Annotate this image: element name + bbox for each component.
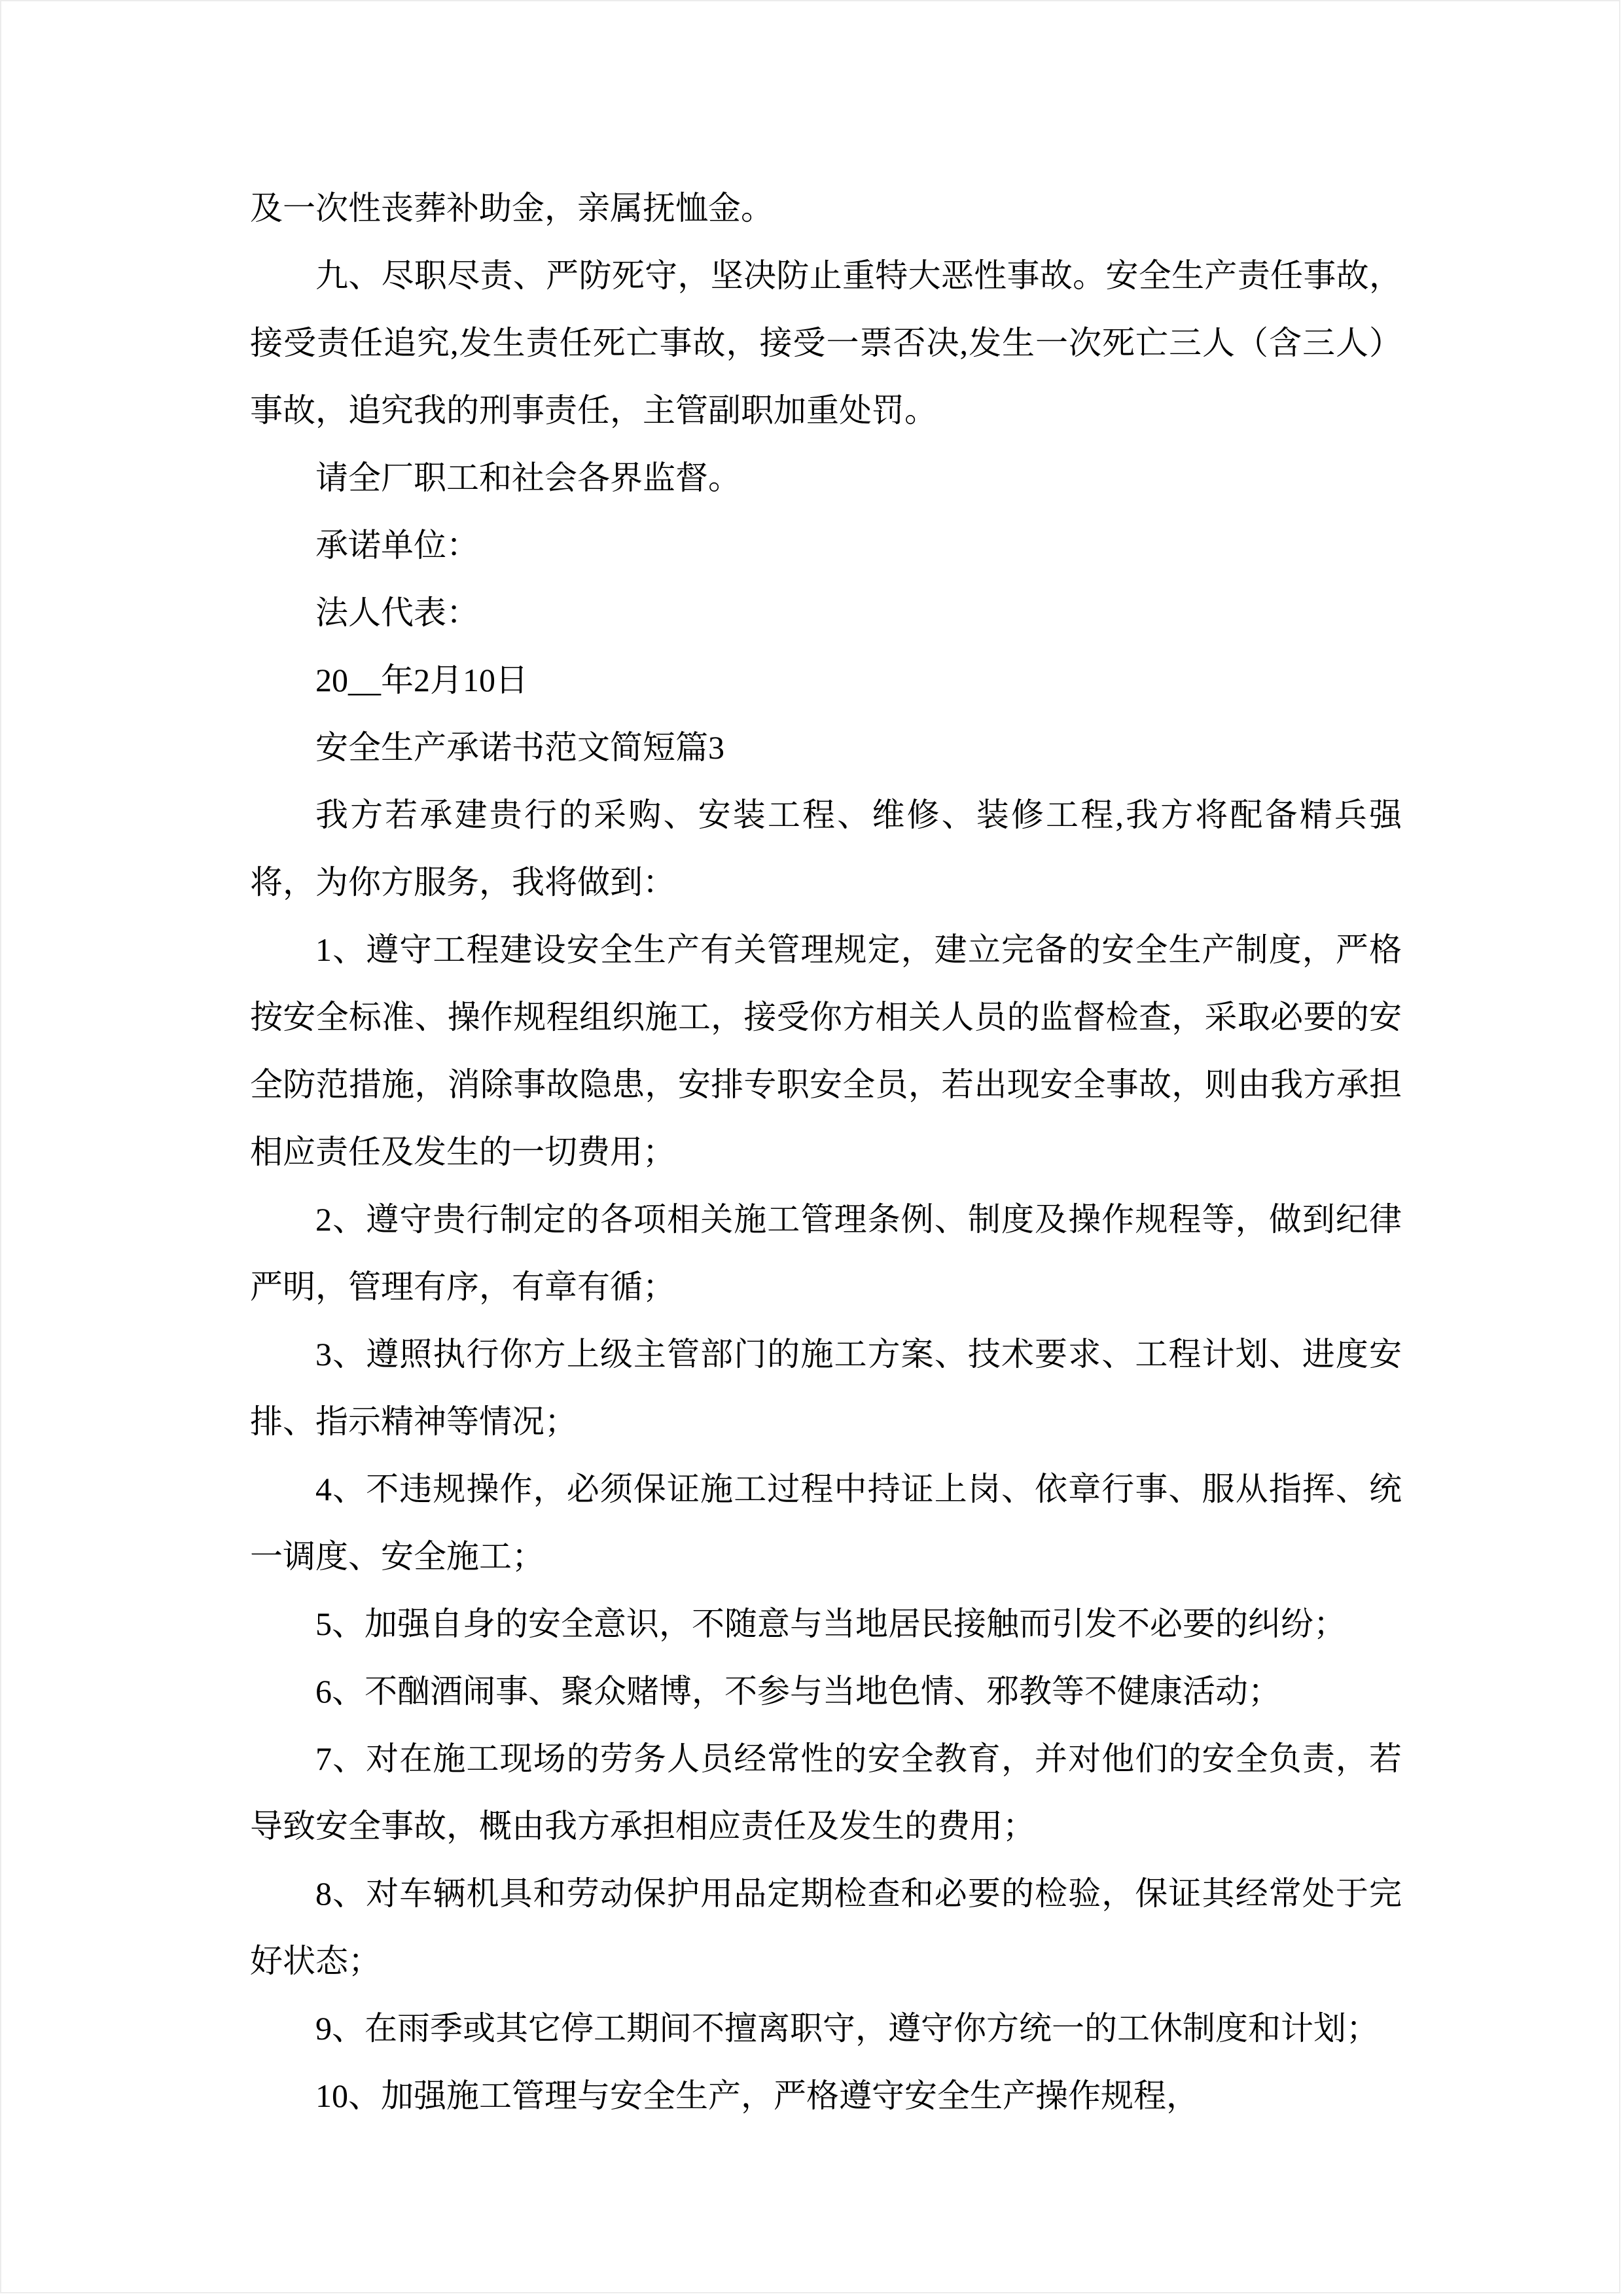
paragraph: 我方若承建贵行的采购、安装工程、维修、装修工程,我方将配备精兵强将，为你方服务，我将做到： <box>250 797 1402 901</box>
paragraph: 法人代表： <box>315 594 479 631</box>
paragraph: 20__年2月10日 <box>315 662 528 698</box>
paragraph: 9、在雨季或其它停工期间不擅离职守，遵守你方统一的工休制度和计划； <box>315 2010 1379 2047</box>
paragraph: 3、遵照执行你方上级主管部门的施工方案、技术要求、工程计划、进度安排、指示精神等情况； <box>250 1336 1402 1440</box>
paragraph: 及一次性丧葬补助金，亲属抚恤金。 <box>250 190 774 226</box>
paragraph: 7、对在施工现场的劳务人员经常性的安全教育，并对他们的安全负责，若导致安全事故，概由我方承担相应责任及发生的费用； <box>250 1740 1402 1844</box>
paragraph: 10、加强施工管理与安全生产，严格遵守安全生产操作规程， <box>315 2077 1199 2114</box>
paragraph: 请全厂职工和社会各界监督。 <box>315 459 741 496</box>
document-body <box>250 175 1402 2130</box>
paragraph: 8、对车辆机具和劳动保护用品定期检查和必要的检验，保证其经常处于完好状态； <box>250 1875 1402 1979</box>
paragraph: 承诺单位： <box>315 527 479 564</box>
paragraph: 九、尽职尽责、严防死守，坚决防止重特大恶性事故。安全生产责任事故，接受责任追究,发生责任死亡事故，接受一票否决,发生一次死亡三人（含三人）事故，追究我的刑事责任，主管副职加重处罚。 <box>250 257 1402 429</box>
paragraph: 4、不违规操作，必须保证施工过程中持证上岗、依章行事、服从指挥、统一调度、安全施工； <box>250 1471 1402 1575</box>
paragraph: 5、加强自身的安全意识，不随意与当地居民接触而引发不必要的纠纷； <box>315 1605 1346 1642</box>
paragraph: 1、遵守工程建设安全生产有关管理规定，建立完备的安全生产制度，严格按安全标准、操作规程组织施工，接受你方相关人员的监督检查，采取必要的安全防范措施，消除事故隐患，安排专职安全员，若出现安全事故，则由我方承担相应责任及发生的一切费用； <box>250 931 1402 1170</box>
paragraph: 6、不酗酒闹事、聚众赌博，不参与当地色情、邪教等不健康活动； <box>315 1673 1281 1710</box>
paragraph: 安全生产承诺书范文简短篇3 <box>315 729 724 766</box>
paragraph: 2、遵守贵行制定的各项相关施工管理条例、制度及操作规程等，做到纪律严明，管理有序，有章有循； <box>250 1201 1402 1305</box>
